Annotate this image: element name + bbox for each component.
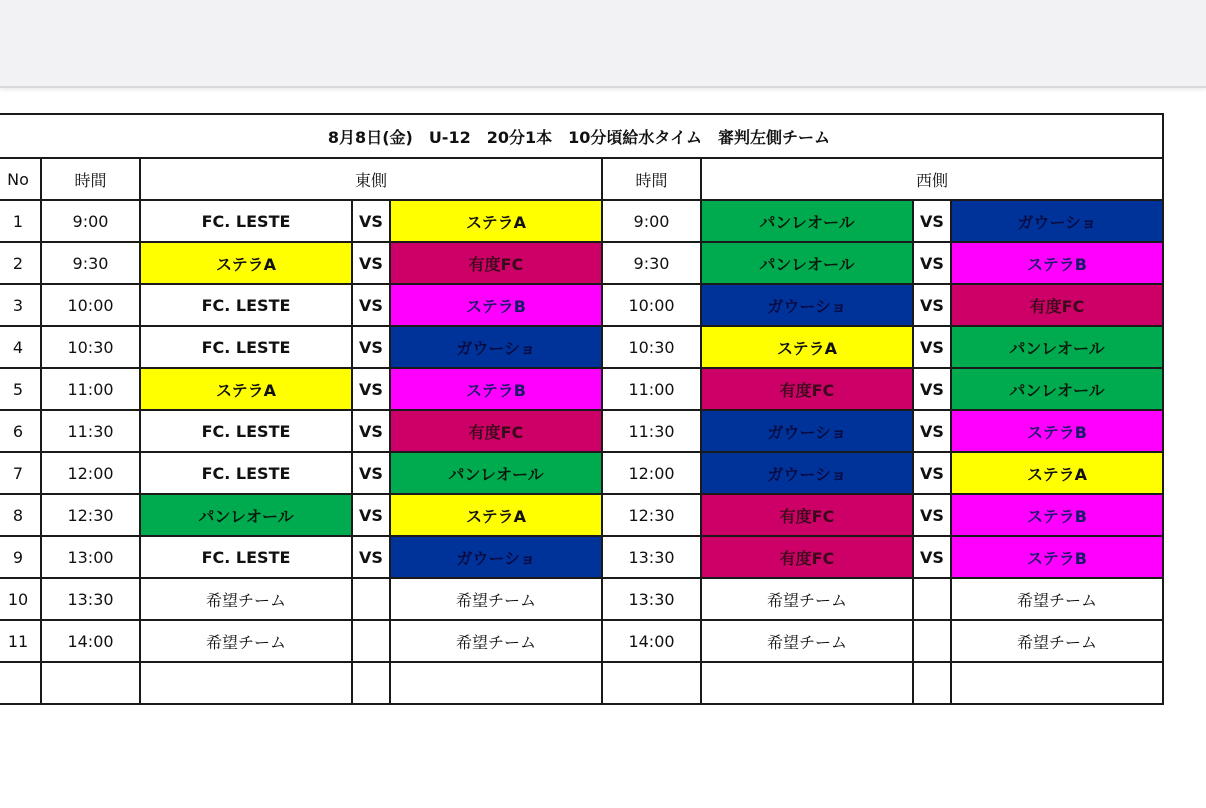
- west-away-team: ステラB: [951, 536, 1163, 578]
- west-away-team: ステラA: [951, 452, 1163, 494]
- west-home-team: ガウーショ: [701, 452, 913, 494]
- east-vs-label: VS: [352, 284, 390, 326]
- top-toolbar: [0, 0, 1206, 88]
- west-away-team: 希望チーム: [951, 620, 1163, 662]
- west-vs-label: [913, 578, 951, 620]
- match-no: 6: [0, 410, 41, 452]
- west-away-team: ガウーショ: [951, 200, 1163, 242]
- match-time-east: 12:00: [41, 452, 140, 494]
- east-home-team: ステラA: [140, 368, 352, 410]
- east-home-team: FC. LESTE: [140, 326, 352, 368]
- east-home-team: ステラA: [140, 242, 352, 284]
- west-vs-label: VS: [913, 494, 951, 536]
- match-row: [0, 494, 1163, 536]
- match-no: 8: [0, 494, 41, 536]
- west-vs-label: VS: [913, 536, 951, 578]
- match-row: [0, 410, 1163, 452]
- west-vs-label: VS: [913, 326, 951, 368]
- header-west: 西側: [701, 158, 1163, 200]
- east-vs-label: VS: [352, 200, 390, 242]
- west-vs-label: [913, 662, 951, 704]
- match-time-east: 9:30: [41, 242, 140, 284]
- west-home-team: ステラA: [701, 326, 913, 368]
- match-row: [0, 284, 1163, 326]
- west-vs-label: [913, 620, 951, 662]
- match-time-east: 11:00: [41, 368, 140, 410]
- west-vs-label: VS: [913, 284, 951, 326]
- east-away-team: 有度FC: [390, 410, 602, 452]
- match-time-west: 11:00: [602, 368, 701, 410]
- match-time-east: 13:00: [41, 536, 140, 578]
- header-time-east: 時間: [41, 158, 140, 200]
- east-away-team: 有度FC: [390, 242, 602, 284]
- match-time-east: 10:30: [41, 326, 140, 368]
- east-vs-label: [352, 620, 390, 662]
- west-away-team: ステラB: [951, 242, 1163, 284]
- match-row: [0, 662, 1163, 704]
- west-home-team: 有度FC: [701, 368, 913, 410]
- match-time-west: 9:00: [602, 200, 701, 242]
- west-home-team: 有度FC: [701, 536, 913, 578]
- east-home-team: パンレオール: [140, 494, 352, 536]
- east-away-team: 希望チーム: [390, 578, 602, 620]
- match-row: [0, 368, 1163, 410]
- match-no: 5: [0, 368, 41, 410]
- match-time-west: 10:00: [602, 284, 701, 326]
- west-home-team: 希望チーム: [701, 620, 913, 662]
- west-away-team: 有度FC: [951, 284, 1163, 326]
- west-away-team: パンレオール: [951, 326, 1163, 368]
- header-time-west: 時間: [602, 158, 701, 200]
- match-row: [0, 536, 1163, 578]
- east-away-team: [390, 662, 602, 704]
- east-home-team: FC. LESTE: [140, 284, 352, 326]
- east-vs-label: VS: [352, 368, 390, 410]
- east-home-team: FC. LESTE: [140, 410, 352, 452]
- match-time-west: 12:00: [602, 452, 701, 494]
- match-time-west: 12:30: [602, 494, 701, 536]
- west-home-team: 有度FC: [701, 494, 913, 536]
- west-vs-label: VS: [913, 368, 951, 410]
- match-no: [0, 662, 41, 704]
- east-home-team: [140, 662, 352, 704]
- match-row: [0, 578, 1163, 620]
- schedule-title: 8月8日(金) U-12 20分1本 10分頃給水タイム 審判左側チーム: [0, 114, 1163, 158]
- east-home-team: 希望チーム: [140, 620, 352, 662]
- west-home-team: [701, 662, 913, 704]
- match-time-west: 14:00: [602, 620, 701, 662]
- west-home-team: ガウーショ: [701, 410, 913, 452]
- west-home-team: ガウーショ: [701, 284, 913, 326]
- east-home-team: FC. LESTE: [140, 536, 352, 578]
- match-time-east: 12:30: [41, 494, 140, 536]
- west-away-team: [951, 662, 1163, 704]
- west-home-team: 希望チーム: [701, 578, 913, 620]
- match-row: [0, 620, 1163, 662]
- west-vs-label: VS: [913, 452, 951, 494]
- west-vs-label: VS: [913, 410, 951, 452]
- match-time-east: 14:00: [41, 620, 140, 662]
- match-row: [0, 242, 1163, 284]
- match-no: 3: [0, 284, 41, 326]
- west-vs-label: VS: [913, 242, 951, 284]
- match-time-east: 10:00: [41, 284, 140, 326]
- east-away-team: ステラA: [390, 200, 602, 242]
- east-vs-label: VS: [352, 452, 390, 494]
- east-away-team: ステラB: [390, 368, 602, 410]
- east-away-team: ステラB: [390, 284, 602, 326]
- match-no: 11: [0, 620, 41, 662]
- west-away-team: パンレオール: [951, 368, 1163, 410]
- east-vs-label: VS: [352, 242, 390, 284]
- match-time-west: [602, 662, 701, 704]
- match-time-west: 13:30: [602, 536, 701, 578]
- match-time-west: 9:30: [602, 242, 701, 284]
- west-away-team: ステラB: [951, 410, 1163, 452]
- east-away-team: ガウーショ: [390, 326, 602, 368]
- match-time-west: 11:30: [602, 410, 701, 452]
- east-vs-label: VS: [352, 410, 390, 452]
- match-row: [0, 200, 1163, 242]
- east-home-team: 希望チーム: [140, 578, 352, 620]
- east-away-team: 希望チーム: [390, 620, 602, 662]
- header-no: No: [0, 158, 41, 200]
- west-home-team: パンレオール: [701, 200, 913, 242]
- west-away-team: 希望チーム: [951, 578, 1163, 620]
- east-vs-label: [352, 662, 390, 704]
- match-time-east: 13:30: [41, 578, 140, 620]
- west-away-team: ステラB: [951, 494, 1163, 536]
- match-no: 1: [0, 200, 41, 242]
- match-time-west: 13:30: [602, 578, 701, 620]
- east-vs-label: VS: [352, 536, 390, 578]
- east-home-team: FC. LESTE: [140, 200, 352, 242]
- header-east: 東側: [140, 158, 602, 200]
- match-no: 9: [0, 536, 41, 578]
- match-time-east: 9:00: [41, 200, 140, 242]
- east-vs-label: [352, 578, 390, 620]
- east-vs-label: VS: [352, 494, 390, 536]
- match-no: 7: [0, 452, 41, 494]
- schedule-table: [0, 113, 1164, 705]
- east-vs-label: VS: [352, 326, 390, 368]
- east-away-team: ガウーショ: [390, 536, 602, 578]
- west-vs-label: VS: [913, 200, 951, 242]
- match-no: 2: [0, 242, 41, 284]
- match-time-west: 10:30: [602, 326, 701, 368]
- east-away-team: ステラA: [390, 494, 602, 536]
- match-row: [0, 326, 1163, 368]
- match-no: 4: [0, 326, 41, 368]
- match-no: 10: [0, 578, 41, 620]
- match-row: [0, 452, 1163, 494]
- east-away-team: パンレオール: [390, 452, 602, 494]
- west-home-team: パンレオール: [701, 242, 913, 284]
- east-home-team: FC. LESTE: [140, 452, 352, 494]
- match-time-east: 11:30: [41, 410, 140, 452]
- match-time-east: [41, 662, 140, 704]
